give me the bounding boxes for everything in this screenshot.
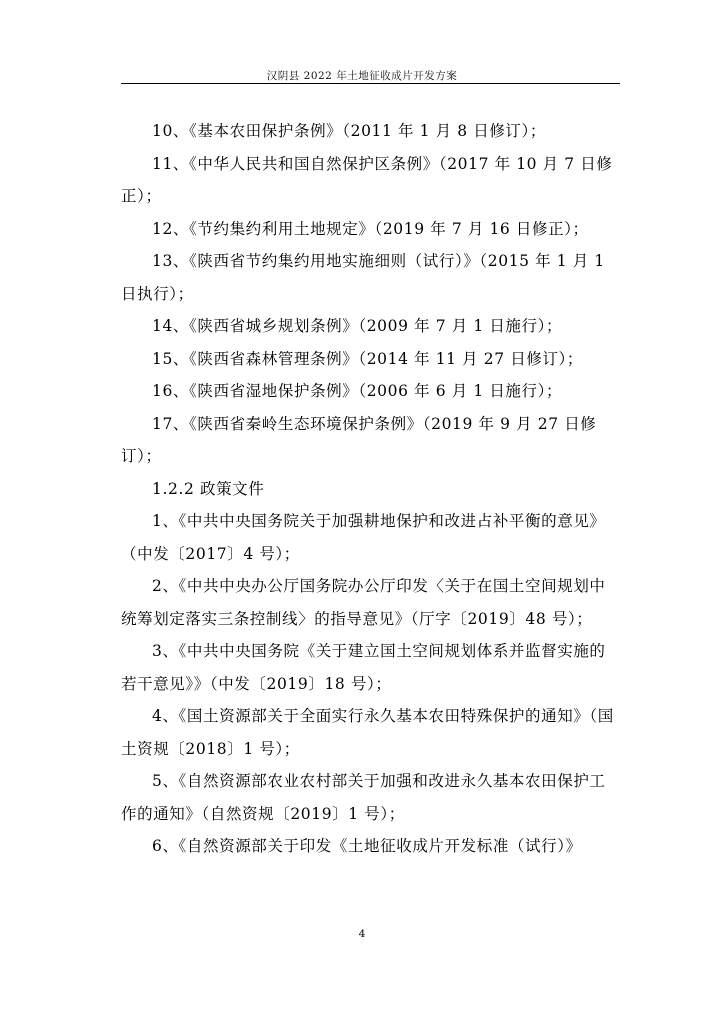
page-header: 汉阴县 2022 年土地征收成片开发方案 <box>266 70 458 82</box>
paragraph-policy-4: 4、《国土资源部关于全面实行永久基本农田特殊保护的通知》（国土资规〔2018〕1 号）； <box>121 707 614 758</box>
document-body <box>121 115 621 863</box>
page-number: 4 <box>358 928 366 940</box>
paragraph-policy-6: 6、《自然资源部关于印发《土地征收成片开发标准（试行）》 <box>152 837 582 855</box>
paragraph-policy-5: 5、《自然资源部农业农村部关于加强和改进永久基本农田保护工作的通知》（自然资规〔2019〕1 号）； <box>121 772 606 823</box>
paragraph-reg-14: 14、《陕西省城乡规划条例》（2009 年 7 月 1 日施行）； <box>152 317 563 335</box>
section-heading-policy-docs: 1.2.2 政策文件 <box>152 479 265 498</box>
paragraph-reg-12: 12、《节约集约利用土地规定》（2019 年 7 月 16 日修正）； <box>152 219 589 238</box>
paragraph-policy-1: 1、《中共中央国务院关于加强耕地保护和改进占补平衡的意见》（中发〔2017〕4 号）； <box>121 512 606 563</box>
header-divider <box>121 83 620 84</box>
paragraph-reg-10: 10、《基本农田保护条例》（2011 年 1 月 8 日修订）； <box>152 122 546 140</box>
paragraph-reg-16: 16、《陕西省湿地保护条例》（2006 年 6 月 1 日施行）； <box>152 382 563 400</box>
paragraph-reg-13: 13、《陕西省节约集约用地实施细则（试行）》（2015 年 1 月 1 日执行）； <box>121 252 605 303</box>
paragraph-reg-17: 17、《陕西省秦岭生态环境保护条例》（2019 年 9 月 27 日修订）； <box>121 414 597 465</box>
paragraph-policy-3: 3、《中共中央国务院《关于建立国土空间规划体系并监督实施的若干意见》》（中发〔2019〕18 号）； <box>121 642 606 693</box>
paragraph-reg-11: 11、《中华人民共和国自然保护区条例》（2017 年 10 月 7 日修正）； <box>121 154 613 205</box>
paragraph-policy-2: 2、《中共中央办公厅国务院办公厅印发〈关于在国土空间规划中统筹划定落实三条控制线〉的指导意见》（厅字〔2019〕48 号）； <box>121 577 606 628</box>
paragraph-reg-15: 15、《陕西省森林管理条例》（2014 年 11 月 27 日修订）； <box>152 349 584 368</box>
